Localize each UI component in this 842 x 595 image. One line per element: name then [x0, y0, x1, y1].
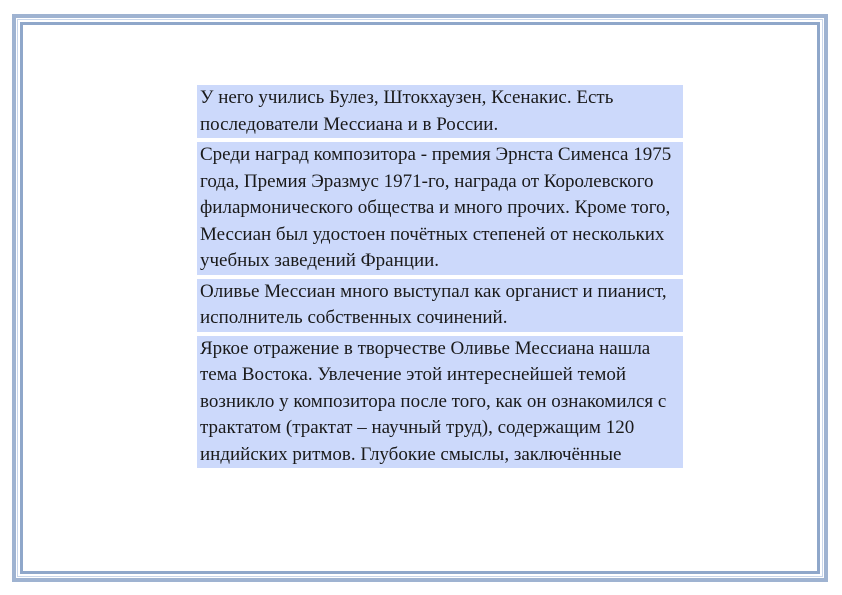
paragraph-performer: Оливье Мессиан много выступал как органист и пианист, исполнитель собственных сочинений. — [197, 279, 683, 332]
text-block — [197, 85, 683, 468]
paragraph-east-theme: Яркое отражение в творчестве Оливье Мессиана нашла тема Востока. Увлечение этой интереснейшей темой возникло у композитора после того, как он ознакомился с трактатом (трактат – научный труд), содержащим 120 индийских ритмов. Глубокие смыслы, заключённые — [197, 336, 683, 469]
paragraph-awards: Среди наград композитора - премия Эрнста Сименса 1975 года, Премия Эразмус 1971-го, награда от Королевского филармонического общества и много прочих. Кроме того, Мессиан был удостоен почётных степеней от нескольких учебных заведений Франции. — [197, 142, 683, 275]
paragraph-students: У него учились Булез, Штокхаузен, Ксенакис. Есть последователи Мессиана и в России. — [197, 85, 683, 138]
